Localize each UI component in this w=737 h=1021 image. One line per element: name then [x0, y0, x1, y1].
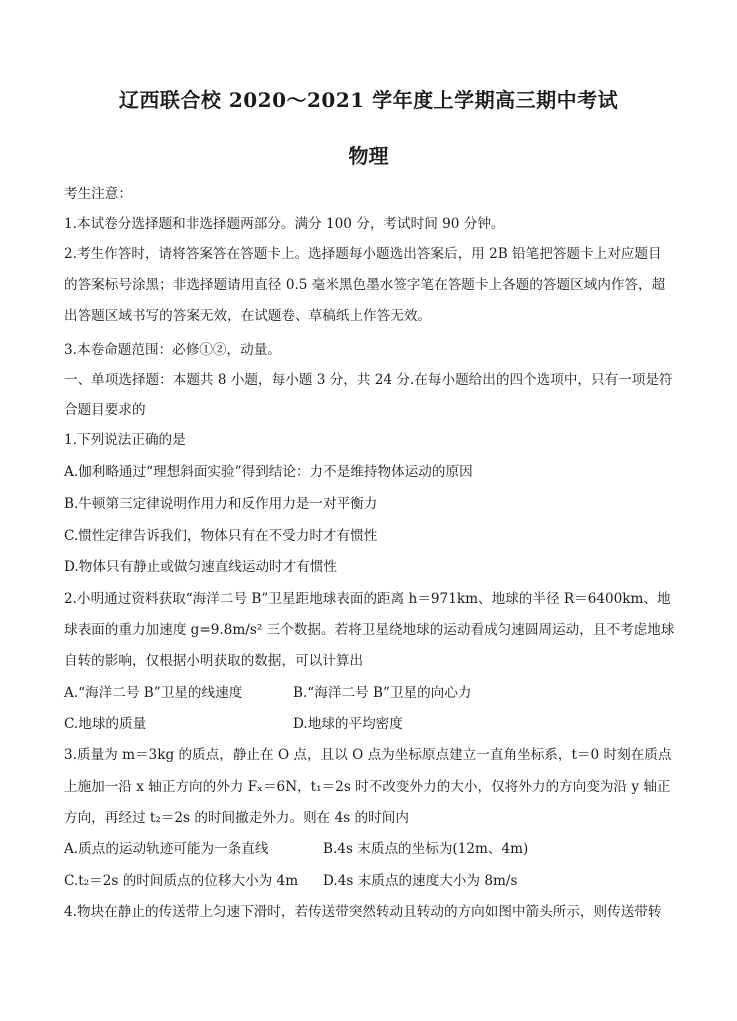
question-2-option-b: B.“海洋二号 B”卫星的向心力: [293, 685, 472, 701]
exam-title: 辽西联合校 2020～2021 学年度上学期高三期中考试: [118, 88, 619, 112]
notice-heading: 考生注意：: [64, 186, 132, 202]
question-1-option-b: B.牛顿第三定律说明作用力和反作用力是一对平衡力: [64, 496, 378, 512]
question-1-option-a: A.伽利略通过“理想斜面实验”得到结论：力不是维持物体运动的原因: [64, 464, 473, 480]
notice-item-2-line-3: 出答题区域书写的答案无效，在试题卷、草稿纸上作答无效。: [64, 308, 432, 324]
notice-item-2-line-2: 的答案标号涂黑；非选择题请用直径 0.5 毫米黑色墨水签字笔在答题卡上各题的答题区域内作答，超: [64, 277, 666, 293]
question-2-stem-line-3: 自转的影响，仅根据小明获取的数据，可以计算出: [64, 653, 364, 669]
section-1-heading-line-2: 合题目要求的: [64, 402, 146, 418]
question-3-option-d: D.4s 末质点的速度大小为 8m/s: [323, 873, 518, 889]
question-1-stem: 1.下列说法正确的是: [64, 432, 186, 448]
notice-item-3: 3.本卷命题范围：必修①②，动量。: [64, 342, 281, 358]
question-3-option-b: B.4s 末质点的坐标为(12m、4m): [323, 841, 529, 857]
question-4-stem-line-1: 4.物块在静止的传送带上匀速下滑时，若传送带突然转动且转动的方向如图中箭头所示，则传送带转: [64, 904, 662, 920]
section-1-heading-line-1: 一、单项选择题：本题共 8 小题，每小题 3 分，共 24 分.在每小题给出的四个选项中，只有一项是符: [64, 372, 673, 388]
notice-item-1: 1.本试卷分选择题和非选择题两部分。满分 100 分，考试时间 90 分钟。: [64, 216, 505, 232]
subject-title: 物理: [348, 144, 389, 168]
question-3-option-a: A.质点的运动轨迹可能为一条直线: [64, 841, 269, 857]
question-1-option-d: D.物体只有静止或做匀速直线运动时才有惯性: [64, 559, 338, 575]
question-3-option-c: C.t₂＝2s 的时间质点的位移大小为 4m: [64, 873, 299, 889]
question-3-stem-line-3: 方向，再经过 t₂＝2s 的时间撤走外力。则在 4s 的时间内: [64, 810, 409, 826]
question-3-stem-line-1: 3.质量为 m＝3kg 的质点，静止在 O 点，且以 O 点为坐标原点建立一直角坐标系，t＝0 时刻在质点: [64, 747, 672, 763]
question-3-stem-line-2: 上施加一沿 x 轴正方向的外力 Fₓ＝6N，t₁＝2s 时不改变外力的大小，仅将外力的方向变为沿 y 轴正: [64, 779, 671, 795]
notice-item-2-line-1: 2.考生作答时，请将答案答在答题卡上。选择题每小题选出答案后，用 2B 铅笔把答题卡上对应题目: [64, 246, 662, 262]
question-2-stem-line-1: 2.小明通过资料获取“海洋二号 B”卫星距地球表面的距离 h＝971km、地球的半径 R＝6400km、地: [64, 591, 671, 607]
question-1-option-c: C.惯性定律告诉我们，物体只有在不受力时才有惯性: [64, 528, 378, 544]
question-2-option-c: C.地球的质量: [64, 716, 147, 732]
question-2-stem-line-2: 球表面的重力加速度 g=9.8m/s² 三个数据。若将卫星绕地球的运动看成匀速圆周运动，且不考虑地球: [64, 622, 675, 638]
question-2-option-a: A.“海洋二号 B”卫星的线速度: [64, 685, 243, 701]
question-2-option-d: D.地球的平均密度: [293, 716, 403, 732]
